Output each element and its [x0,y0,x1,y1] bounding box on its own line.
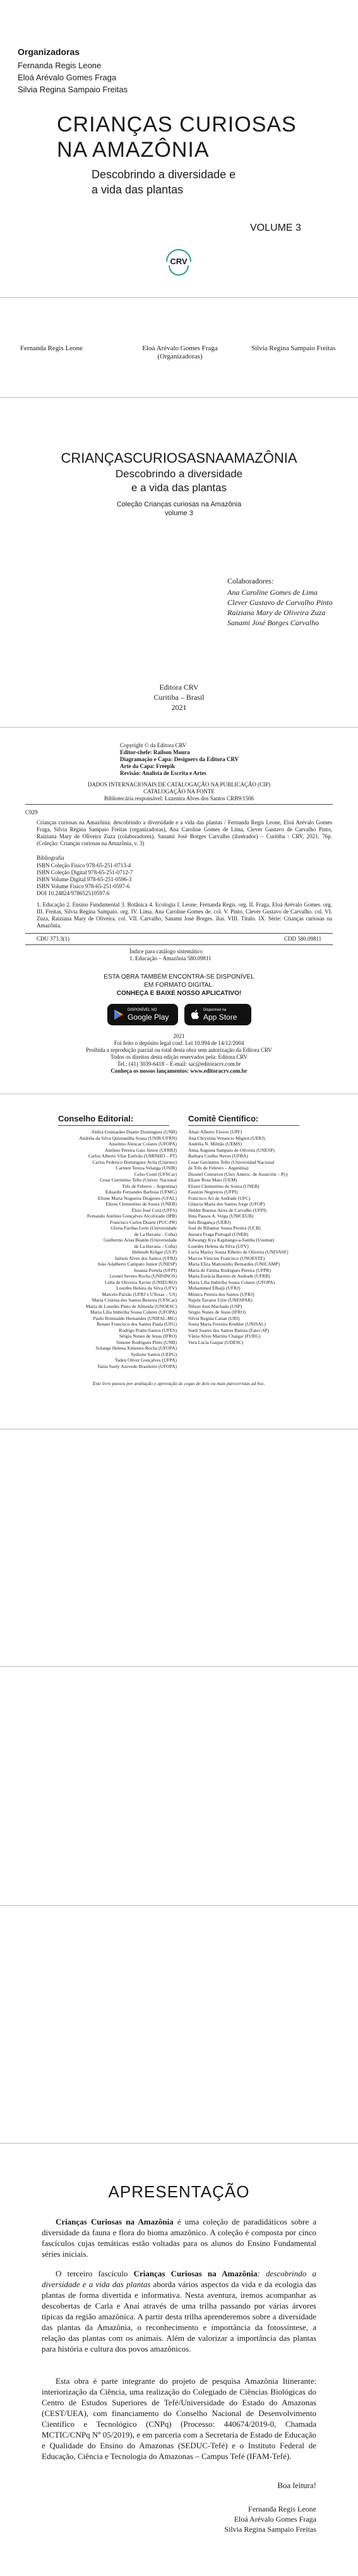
legal-line: Conheça os nossos lançamentos: www.editoracrv.com.br [110,1068,248,1074]
digital-notice: CONHEÇA E BAIXE NOSSO APLICATIVO! [116,990,242,997]
council-member: Ana Chrystina Venancio Mignot (UERJ) [188,1135,265,1141]
council-member: Eliane Rose Maio (UEM) [188,1177,237,1183]
cip-rule [25,944,333,945]
council-member: Francisco Ari de Andrade (UFC) [188,1195,251,1201]
digital-notice: ESTA OBRA TAMBÉM ENCONTRA-SE DISPONÍVEL [104,974,254,980]
closing-line: Boa leitura! [277,2481,316,2490]
council-member: Najela Tavares Ujiie (UNESPAR) [188,1297,253,1303]
editorial-council-list [44,1129,177,1369]
council-member: Fernando Antônio Gonçalves Alcoforado (IPB) [87,1213,177,1219]
council-member: Elizeu Clementino de Souza (UNEB) [105,1201,177,1207]
council-member: Sérgio Nunes de Jesus (IFRO) [188,1309,246,1315]
council-member: Simone Rodrigues Pinto (UNB) [116,1339,177,1345]
index-entry: 1. Educação – Amazônia 580.09811 [129,955,212,961]
collection-name: Crianças Curiosas na Amazônia [56,2217,174,2226]
cover-title-line2: NA AMAZÔNIA [57,138,210,162]
council-member: Helmuth Krüger (UCP) [132,1249,177,1255]
council-member: de La Havana – Cuba) [134,1231,177,1237]
council-member: Elizeu Clementino de Souza (UNEB) [188,1183,260,1189]
council-member: Solange Helena Ximenes-Rocha (UFOPA) [95,1345,177,1351]
editorial-council-heading: Conselho Editorial: [58,1114,134,1123]
apple-icon [191,1010,200,1020]
digital-notice: EM FORMATO DIGITAL. [144,982,214,989]
scientific-committee-list [188,1129,333,1345]
council-member: Mohammed Elhajji (UFRJ) [188,1285,241,1291]
council-member: Celso Conti (UFSCar) [134,1171,177,1177]
page-divider [0,1905,358,1906]
isbn-line: ISBN Volume Digital 978-65-251-0596-3 [37,876,132,882]
doi-line: DOI 10.24824/978652510597.6 [37,890,110,896]
isbn-line: ISBN Volume Físico 978-65-251-0597-6 [37,883,130,889]
council-member: Carmen Tereza Velanga (UNIR) [116,1165,177,1171]
council-member: Élsio José Corá (UFFS) [131,1207,177,1213]
organizer-name: Eloá Arévalo Gomes Fraga [18,73,117,82]
council-member: Josania Portela (UFPI) [133,1267,177,1273]
copyright-line: Diagramação e Capa: Designers da Editora CRV [120,756,239,762]
council-member: Francisco Carlos Duarte (PUC-PR) [109,1219,177,1225]
copyright-line: Arte da Capa: Freepik [120,763,176,769]
council-member: Lídia de Oliveira Xavier (UNIEURO) [104,1279,177,1285]
legal-line: Todos os direitos desta edição reservados pela: Editora CRV [110,1054,248,1060]
council-member: Gloria Fariñas León (Universidade [110,1225,177,1231]
council-member: Aldira Guimarães Duarte Domínguez (UNB) [91,1129,177,1135]
council-member: Cesar Gerónimo Tello (Univer. Nacional [99,1177,177,1183]
page-divider [0,297,358,298]
isbn-line: ISBN Coleção Físico 978-65-251-0713-4 [37,862,131,869]
council-member: Lucia Marisy Souza Ribeiro de Oliveira (UNIVASF) [188,1249,289,1255]
council-member: Tadeu Oliver Gonçalves (UFPA) [114,1357,177,1363]
cip-rule [25,933,333,934]
council-member: Maria Lília Imbiriba Sousa Colares (UFOPA) [90,1309,177,1315]
council-member: Cesar Gerónimo Tello (Universidad Nacional [188,1159,275,1165]
peer-review-note: Este livro passou por avaliação e aprovação às cegas de dois ou mais pareceristas ad hoc. [93,1381,265,1386]
council-member: Mônica Pereira dos Santos (UFRJ) [188,1291,254,1297]
council-member: Tania Suely Azevedo Brasileiro (UFOPA) [97,1363,177,1369]
google-play-small: DISPONÍVEL NO [128,1008,157,1012]
council-member: Maria de Lourdes Pinto de Almeida (UNOESC) [85,1303,177,1309]
publisher-year: 2021 [171,703,187,712]
collection-line: Coleção Crianças curiosas na Amazônia [116,501,242,508]
organizers-heading: Organizadoras [18,47,80,57]
signature-name: Silvia Regina Sampaio Freitas [224,2525,316,2534]
app-store-small: Disponível na [203,1008,227,1012]
heading-rule [58,1125,169,1126]
council-member: Silvia Regina Canan (URI) [188,1315,240,1321]
council-member: Guillermo Arias Beatón (Universidade [103,1237,177,1243]
council-member: Elione Maria Nogueira Diogenes (UFAL) [97,1195,177,1201]
council-member: Jailson Alves dos Santos (UFRJ) [114,1255,177,1261]
subject-entries: 1. Educação 2. Ensino Fundamental 3. Botânica 4. Ecologia I. Leone, Fernanda Regis. org. II. Fraga, Eloá Arévalo Gomes. org. III. Freitas, Silvia Regina Sampaio. org. IV. Lima, Ana Caroline Gomes de. col. V. Pinto, Clever Gustavo de Carvalho. col. VI. Zuza, Raiziana Mary de Oliveira. col. VII. Carvalho, Sanami José Borges. ilus. VIII. Título. IX. Série: Crianças curiosas na Amazônia. [37,901,332,929]
council-member: Lourdes Helena da Silva (UFV) [116,1285,177,1291]
council-member: de Três de Febrero – Argentina) [188,1165,249,1171]
scientific-committee-heading: Comitê Científico: [188,1114,259,1123]
council-member: Lourdes Helena da Silva (UFV) [188,1243,249,1249]
council-member: Sérgio Nunes de Jesus (IFRO) [119,1333,177,1339]
title-page-subtitle: Descobrindo a diversidade [115,468,243,480]
legal-year: 2021 [173,1033,185,1039]
bibliography-heading: Bibliografia [37,855,64,861]
copyright-line: Editor-chefe: Railson Moura [120,749,190,755]
signature-name: Eloá Arévalo Gomes Fraga [234,2515,316,2524]
heading-rule [188,1125,299,1126]
google-play-badge[interactable] [107,1004,178,1025]
cip-entry: Crianças curiosas na Amazônia: descobrindo a diversidade e a vida das plantas / Fernanda Regis Leone, Eloá Arévalo Gomes Fraga, Silvia Regina Sampaio Freitas (organizadoras), Ana Caroline Gomes de Lima, Clever Gustavo de Carvalho Pinto, Raiziana Mary de Oliveira Zuza (colaboradores), Sanami José Borges Carvalho (ilustrador) – Curitiba : CRV, 2021. 76p. (Coleção: Crianças curiosas na Amazônia, v. 3) [37,819,332,846]
council-member: Anna Augusta Sampaio de Oliveira (UNESP) [188,1147,275,1153]
copyright-line: Copyright © da Editora CRV [120,742,187,748]
presentation-heading: APRESENTAÇÃO [108,2182,250,2201]
council-member: Kilwangy Kya Kapitango-a-Samba (Unemat) [188,1237,275,1243]
half-title-name: Eloá Arévalo Gomes Fraga (Organizadoras) [142,345,218,360]
page-divider [0,2143,358,2144]
collaborator-name: Ana Caroline Gomes de Lima [227,588,318,597]
council-member: Diosnel Centurion (Univ Americ. de Asunción – Py) [188,1171,288,1177]
app-store-badge[interactable] [184,1004,251,1025]
council-member: João Adalberto Campato Junior (UNESP) [97,1261,177,1267]
council-member: Três de Febrero – Argentina) [122,1183,177,1189]
index-heading: Índice para catálogo sistemático [129,948,203,955]
council-member: Maria Eurácia Barreto de Andrade (UFRB) [188,1273,270,1279]
council-member: Nilson José Machado (USP) [188,1303,242,1309]
title-page-title: CRIANÇASCURIOSASNAAMAZÔNIA [61,450,297,466]
council-member: Fauston Negreiros (UFPI) [188,1189,238,1195]
collection-volume: volume 3 [165,510,193,517]
isbn-line: ISBN Coleção Digital 978-65-251-0712-7 [37,869,133,876]
council-member: Ilma Passos A. Veiga (UNICEUB) [188,1213,254,1219]
council-member: Leonel Severo Rocha (UNISINOS) [109,1273,177,1279]
half-title-name: Silvia Regina Sampaio Freitas [251,345,336,352]
council-member: Maria de Fátima Rodrigues Pereira (UFPR) [188,1267,271,1273]
title-page-subtitle: e a vida das plantas [131,482,227,494]
council-member: Altair Alberto Fávero (UPF) [188,1129,242,1135]
organizer-name: Fernanda Regis Leone [18,61,102,70]
half-title-name: Fernanda Regis Leone [20,345,83,352]
collaborator-name: Raiziana Mary de Oliveira Zuza [227,608,326,617]
council-member: Inês Bragança (UERJ) [188,1219,231,1225]
cip-code: C929 [25,809,38,815]
council-member: Marcelo Paixão (UFRJ e UTexas – US) [102,1291,177,1297]
publisher-city: Curitiba – Brasil [153,693,205,702]
council-member: Marcos Vinicius Francisco (UNOESTE) [188,1255,265,1261]
cover-subtitle-line2: a vida das plantas [92,183,184,196]
council-member: Jussara Fraga Portugal (UNEB) [188,1231,249,1237]
volume-label: VOLUME 3 [250,223,301,233]
legal-line: Tel.: (41) 3039-6418 – E-mail: sac@editoracrv.com.br [117,1061,241,1067]
council-member: Gláucia Maria dos Santos Jorge (UFOP) [188,1201,265,1207]
cip-librarian: Bibliotecária responsável: Luzenira Alves dos Santos CRB9/1506 [104,795,254,802]
collaborator-name: Clever Gustavo de Carvalho Pinto [227,598,333,607]
cover-title-line1: CRIANÇAS CURIOSAS [57,113,297,137]
council-member: Eduardo Fernandes Barbosa (UFMG) [105,1189,177,1195]
presentation-paragraph-3: Esta obra é parte integrante do projeto de pesquisa Amazônia Itinerante: interiorização da Ciência, uma realização do Colegiado de Ciências Biológicas do Centro de Estudos Superiores de Tefé/Universidade do Estado do Amazonas (CEST/UEA), com financiamento do Conselho Nacional de Desenvolvimento Científico e Tecnológico (CNPq) (Processo: 440674/2019-0, Chamada MCTIC/CNPq Nº 05/2019), e em parceria com a Secretaria de Estado de Educação e Qualidade do Ensino do Amazonas (SEDUC-Tefé) e o Instituto Federal de Educação, Ciência e Tecnologia do Amazonas – Campus Tefé (IFAM-Tefé). [42,2376,316,2461]
legal-line: Foi feito o depósito legal conf. Lei 10.994 de 14/12/2004 [114,1040,244,1046]
publisher-name: Editora CRV [159,683,199,692]
cip-rule [25,804,333,805]
council-member: Renato Francisco dos Santos Paula (UFG) [97,1321,177,1327]
council-member: Sonia Maria Ferreira Koehler (UNISAL) [188,1321,266,1327]
cip-subtitle: CATALOGAÇÃO NA FONTE [143,788,215,795]
council-member: Andréia N. Militão (UEMS) [188,1141,242,1147]
app-store-label: App Store [203,1012,237,1022]
council-member: de La Havana – Cuba) [134,1243,177,1249]
google-play-label: Google Play [128,1012,169,1022]
legal-line: Proibida a reprodução parcial ou total desta obra sem autorização da Editora CRV [86,1047,272,1053]
council-member: Helder Buenos Aires de Carvalho (UFPI) [188,1207,266,1213]
google-play-icon [114,1009,124,1020]
council-member: Sydione Santos (UEPG) [131,1351,177,1357]
page-divider [0,397,358,398]
council-member: José de Ribamar Sousa Pereira (UCB) [188,1225,261,1231]
council-member: Antônio Pereira Gaio Júnior (UFRRJ) [104,1147,177,1153]
council-member: Vânia Alves Martins Chaigar (FURG) [188,1333,261,1339]
crv-logo [163,247,194,278]
page-divider [0,727,358,728]
council-member: Anselmo Alencar Colares (UFOPA) [109,1141,177,1147]
cdd-code: CDD 580.09811 [284,936,322,942]
council-member: Maria Cristina dos Santos Bezerra (UFSCar) [92,1297,177,1303]
presentation-paragraph-1: Crianças Curiosas na Amazônia é uma coleção de paradidáticos sobre a diversidade da fauna e flora do bioma amazônico. A coleção é composta por cinco fascículos cujas temáticas estão voltadas para os alunos do Ensino Fundamental séries iniciais. [42,2217,316,2259]
collaborators-heading: Colaboradores: [227,577,274,585]
collaborator-name: Sanami José Borges Carvalho [227,618,319,627]
page-divider [0,1666,358,1667]
council-member: Vera Lucia Gaspar (UDESC) [188,1339,244,1345]
council-member: Barbara Coelho Neves (UFBA) [188,1153,248,1159]
council-member: Sueli Soares dos Santos Batista (Fatec-SP) [188,1327,270,1333]
copyright-line: Revisão: Analista de Escrita e Artes [120,770,206,776]
organizer-name: Silvia Regina Sampaio Freitas [18,85,128,94]
council-member: Carlos Alberto Vilar Estêvão (UMINHO – PT) [88,1153,177,1159]
council-member: Paulo Romualdo Hernandes (UNIFAL-MG) [93,1315,177,1321]
council-member: Rodrigo Pratte-Santos (UFES) [119,1327,177,1333]
presentation-paragraph-2: O terceiro fascículo Crianças Curiosas na Amazônia: descobrindo a diversidade e a vida das plantas aborda vários aspectos da vida e da ecologia das plantas de forma divertida e informativa. Nesta aventura, iremos acompanhar as descobertas de Carla e Anaí através de uma trilha passando por várias árvores típicas da região amazônica. A partir desta trilha aprenderemos sobre a diversidade das plantas da Amazônia, o reconhecimento e importância da fotossíntese, a relação das plantas com os animais. Além de valorizar a importância das plantas para história e cultura dos povos amazônicos. [42,2269,316,2353]
crv-logo-text: CRV [170,257,188,266]
council-member: Maria Eliza Mattosinho Bernardes (UNICAMP) [188,1261,280,1267]
council-member: Carlos Federico Dominguez Avila (Unieuro) [92,1159,177,1165]
cover-subtitle-line1: Descobrindo a diversidade e [92,168,236,181]
council-member: Andréia da Silva Quintanilha Sousa (UNIR/UFRN) [79,1135,177,1141]
cdu-code: CDU 373.3(1) [37,936,69,942]
council-member: Maria Lília Imbiriba Sousa Colares (UFOPA) [188,1279,275,1285]
cip-title: DADOS INTERNACIONAIS DE CATALOGAÇÃO NA PUBLICAÇÃO (CIP) [87,781,271,788]
signature-name: Fernanda Regis Leone [248,2505,316,2513]
